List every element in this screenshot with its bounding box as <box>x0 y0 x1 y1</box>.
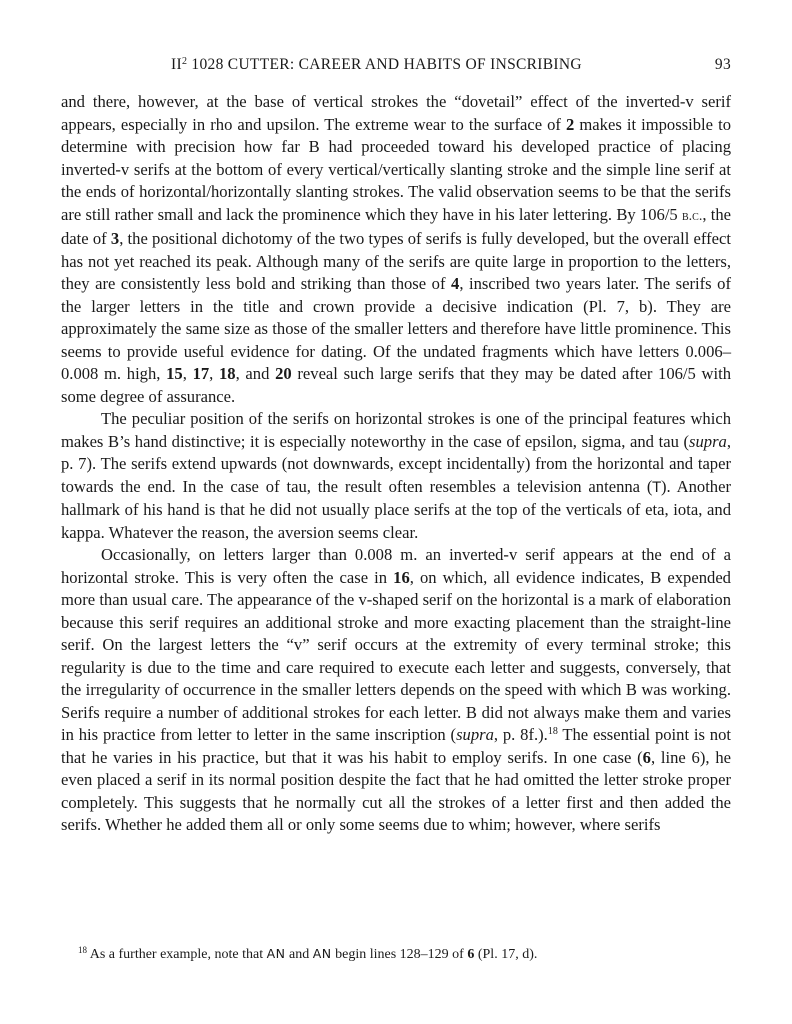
paragraph-2: The peculiar position of the serifs on horizontal strokes is one of the principal features which makes B’s hand distinctive; it is especially noteworthy in the case of epsilon, sigma, and tau (supra, p. 7). The serifs extend upwards (not downwards, except incidentally) from the horizontal and taper towards the end. In the case of tau, the result often resembles a television antenna (Τ). Another hallmark of his hand is that he did not usually place serifs at the top of the verticals of eta, iota, and kappa. Whatever the reason, the aversion seems clear. <box>61 409 731 542</box>
running-header <box>61 56 731 80</box>
paragraph-3: Occasionally, on letters larger than 0.008 m. an inverted-v serif appears at the end of a horizontal stroke. This is very often the case in 16, on which, all evidence indicates, B expended more than usual care. The appearance of the v-shaped serif on the horizontal is a mark of elaboration because this serif requires an additional stroke and more exacting placement than the straight-line serif. On the largest letters the “v” serif occurs at the extremity of every terminal stroke; this regularity is due to the time and care required to execute each letter and suggests, conversely, that the irregularity of occurrence in the smaller letters depends on the speed with which B was working. Serifs require a number of additional strokes for each letter. B did not always make them and varies in his practice from letter to letter in the same inscription (supra, p. 8f.).$^{18}$ The essential point is not that he varies in his practice, but that it was his habit to employ serifs. In one case (6, line 6), he even placed a serif in its normal position despite the fact that he had omitted the letter stroke proper completely. This suggests that he normally cut all the strokes of a letter first and then added the serifs. Whether he added them all or only some seems due to whim; however, where serifs <box>61 545 732 834</box>
greek-letters-2: AN <box>312 946 332 961</box>
footnote-reference[interactable]: 18 <box>547 726 558 737</box>
title-superscript: 2 <box>181 56 188 67</box>
tau-antenna-glyph: Τ <box>652 479 661 496</box>
body-text <box>61 91 731 837</box>
era-abbrev: b.c. <box>681 208 703 224</box>
paragraph-1: and there, however, at the base of vertical strokes the “dovetail” effect of the inverted-v serif appears, especially in rho and upsilon. The extreme wear to the surface of 2 makes it impossible to determine with precision how far B had proceeded toward his developed practice of placing inverted-v serifs at the bottom of every vertical/vertically slanting stroke and the simple line serif at the ends of horizontal/horizontally slanting strokes. The valid observation seems to be that the serifs are still rather small and lack the prominence which they have in his later lettering. By 106/5 b.c., the date of 3, the positional dichotomy of the two types of serifs is fully developed, but the overall effect has not yet reached its peak. Although many of the serifs are quite large in proportion to the letters, they are consistently less bold and striking than those of 4, inscribed two years later. The serifs of the larger letters in the title and crown provide a decisive indication (Pl. 7, b). They are approximately the same size as those of the smaller letters and therefore have little prominence. This seems to provide useful evidence for dating. Of the undated fragments which have letters 0.006–0.008 m. high, 15, 17, 18, and 20 reveal such large serifs that they may be dated after 106/5 with some degree of assurance. <box>61 92 732 406</box>
page-number: 93 <box>714 56 731 73</box>
footnote-18: $^{18}$ As a further example, note that AN and AN begin lines 128–129 of 6 (Pl. 17, d). <box>78 945 538 962</box>
footnote-number: 18 <box>78 945 87 955</box>
running-title: $II^2$ 1028 CUTTER: CAREER AND HABITS OF INSCRIBING <box>171 56 582 73</box>
greek-letters-1: AN <box>266 946 286 961</box>
